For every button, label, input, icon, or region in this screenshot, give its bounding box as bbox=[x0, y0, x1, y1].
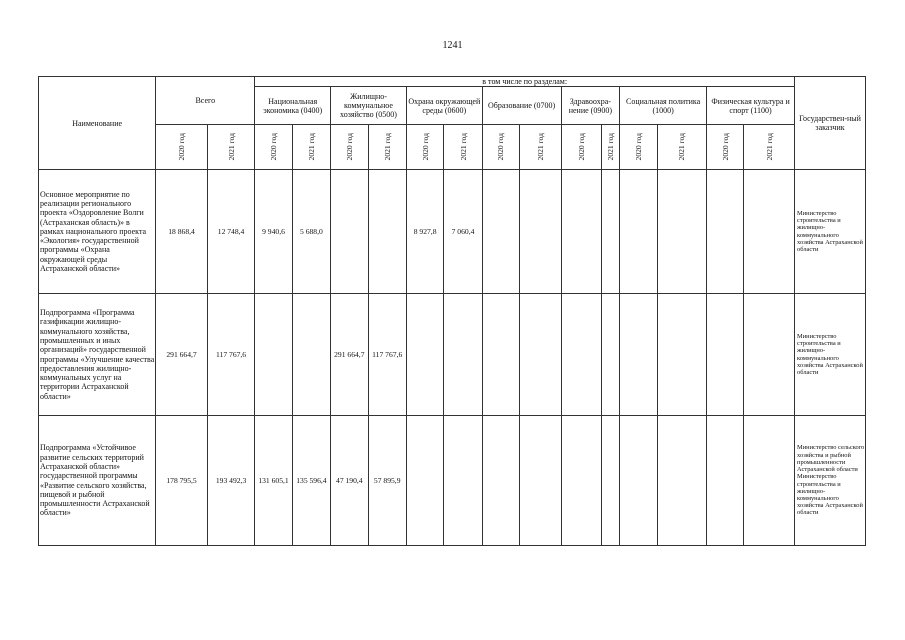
cell-value: 9 940,6 bbox=[255, 170, 292, 294]
row-name: Подпрограмма «Устойчивое развитие сельских территорий Астраханской области» государственной программы «Развитие сельского хозяйства, пищевой и рыбной промышленности Астраханской области» bbox=[39, 416, 156, 546]
year-header: 2021 год bbox=[520, 125, 561, 170]
cell-value: 18 868,4 bbox=[156, 170, 208, 294]
cell-value bbox=[482, 416, 519, 546]
header-section-0700: Образование (0700) bbox=[482, 87, 561, 125]
cell-value bbox=[601, 416, 619, 546]
header-customer: Государствен-ный заказчик bbox=[795, 77, 866, 170]
table-row bbox=[39, 416, 866, 546]
cell-value bbox=[707, 170, 744, 294]
cell-value: 57 895,9 bbox=[368, 416, 406, 546]
cell-value bbox=[620, 294, 657, 416]
cell-value bbox=[707, 416, 744, 546]
cell-value: 5 688,0 bbox=[292, 170, 330, 294]
header-section-1100: Физическая культура и спорт (1100) bbox=[707, 87, 795, 125]
row-customer: Министерство сельского хозяйства и рыбной промышленности Астраханской области Министерство строительства и жилищно-коммунального хозяйства Астраханской области bbox=[795, 416, 866, 546]
cell-value: 12 748,4 bbox=[207, 170, 255, 294]
page-number: 1241 bbox=[442, 40, 463, 51]
cell-value bbox=[561, 416, 601, 546]
year-header: 2020 год bbox=[156, 125, 208, 170]
year-header: 2020 год bbox=[406, 125, 443, 170]
year-header: 2021 год bbox=[657, 125, 707, 170]
year-header: 2021 год bbox=[207, 125, 255, 170]
cell-value: 117 767,6 bbox=[207, 294, 255, 416]
cell-value: 117 767,6 bbox=[368, 294, 406, 416]
year-header: 2020 год bbox=[255, 125, 292, 170]
cell-value: 291 664,7 bbox=[156, 294, 208, 416]
year-header: 2021 год bbox=[444, 125, 482, 170]
cell-value bbox=[482, 170, 519, 294]
year-header: 2021 год bbox=[601, 125, 619, 170]
cell-value: 47 190,4 bbox=[331, 416, 368, 546]
cell-value: 8 927,8 bbox=[406, 170, 443, 294]
cell-value bbox=[657, 170, 707, 294]
cell-value: 291 664,7 bbox=[331, 294, 368, 416]
table-row bbox=[39, 170, 866, 294]
cell-value bbox=[601, 170, 619, 294]
cell-value bbox=[744, 294, 795, 416]
cell-value bbox=[444, 416, 482, 546]
header-section-0900: Здравоохра-нение (0900) bbox=[561, 87, 620, 125]
cell-value bbox=[657, 294, 707, 416]
header-section-0400: Национальная экономика (0400) bbox=[255, 87, 331, 125]
cell-value bbox=[520, 416, 561, 546]
cell-value: 193 492,3 bbox=[207, 416, 255, 546]
row-customer: Министерство строительства и жилищно-коммунального хозяйства Астраханской области bbox=[795, 294, 866, 416]
row-name: Основное мероприятие по реализации регионального проекта «Оздоровление Волги (Астраханская область)» в рамках национального проекта «Экология» государственной программы «Охрана окружающей среды Астраханской области» bbox=[39, 170, 156, 294]
cell-value bbox=[561, 170, 601, 294]
cell-value: 178 795,5 bbox=[156, 416, 208, 546]
row-name: Подпрограмма «Программа газификации жилищно-коммунального хозяйства, промышленных и иных организаций» государственной программы «Улучшение качества предоставления жилищно-коммунальных услуг на территории Астраханской области» bbox=[39, 294, 156, 416]
cell-value bbox=[520, 170, 561, 294]
header-section-0500: Жилищно-коммунальное хозяйство (0500) bbox=[331, 87, 407, 125]
year-header: 2021 год bbox=[368, 125, 406, 170]
year-header: 2021 год bbox=[292, 125, 330, 170]
cell-value bbox=[620, 416, 657, 546]
year-header: 2020 год bbox=[620, 125, 657, 170]
cell-value bbox=[406, 416, 443, 546]
cell-value bbox=[657, 416, 707, 546]
cell-value bbox=[406, 294, 443, 416]
header-section-0600: Охрана окружающей среды (0600) bbox=[406, 87, 482, 125]
cell-value bbox=[444, 294, 482, 416]
cell-value bbox=[620, 170, 657, 294]
cell-value bbox=[601, 294, 619, 416]
year-header: 2020 год bbox=[482, 125, 519, 170]
cell-value bbox=[255, 294, 292, 416]
header-sections-caption: в том числе по разделам: bbox=[255, 77, 795, 87]
table-row bbox=[39, 294, 866, 416]
cell-value bbox=[331, 170, 368, 294]
year-header: 2021 год bbox=[744, 125, 795, 170]
cell-value: 131 605,1 bbox=[255, 416, 292, 546]
cell-value bbox=[744, 416, 795, 546]
cell-value bbox=[744, 170, 795, 294]
cell-value: 7 060,4 bbox=[444, 170, 482, 294]
header-total: Всего bbox=[156, 77, 255, 125]
row-customer: Министерство строительства и жилищно-коммунального хозяйства Астраханской области bbox=[795, 170, 866, 294]
cell-value bbox=[520, 294, 561, 416]
year-header: 2020 год bbox=[707, 125, 744, 170]
cell-value bbox=[707, 294, 744, 416]
year-header: 2020 год bbox=[331, 125, 368, 170]
budget-table bbox=[38, 76, 866, 546]
cell-value bbox=[482, 294, 519, 416]
cell-value bbox=[292, 294, 330, 416]
header-name: Наименование bbox=[39, 77, 156, 170]
cell-value bbox=[561, 294, 601, 416]
cell-value bbox=[368, 170, 406, 294]
cell-value: 135 596,4 bbox=[292, 416, 330, 546]
header-section-1000: Социальная политика (1000) bbox=[620, 87, 707, 125]
year-header: 2020 год bbox=[561, 125, 601, 170]
